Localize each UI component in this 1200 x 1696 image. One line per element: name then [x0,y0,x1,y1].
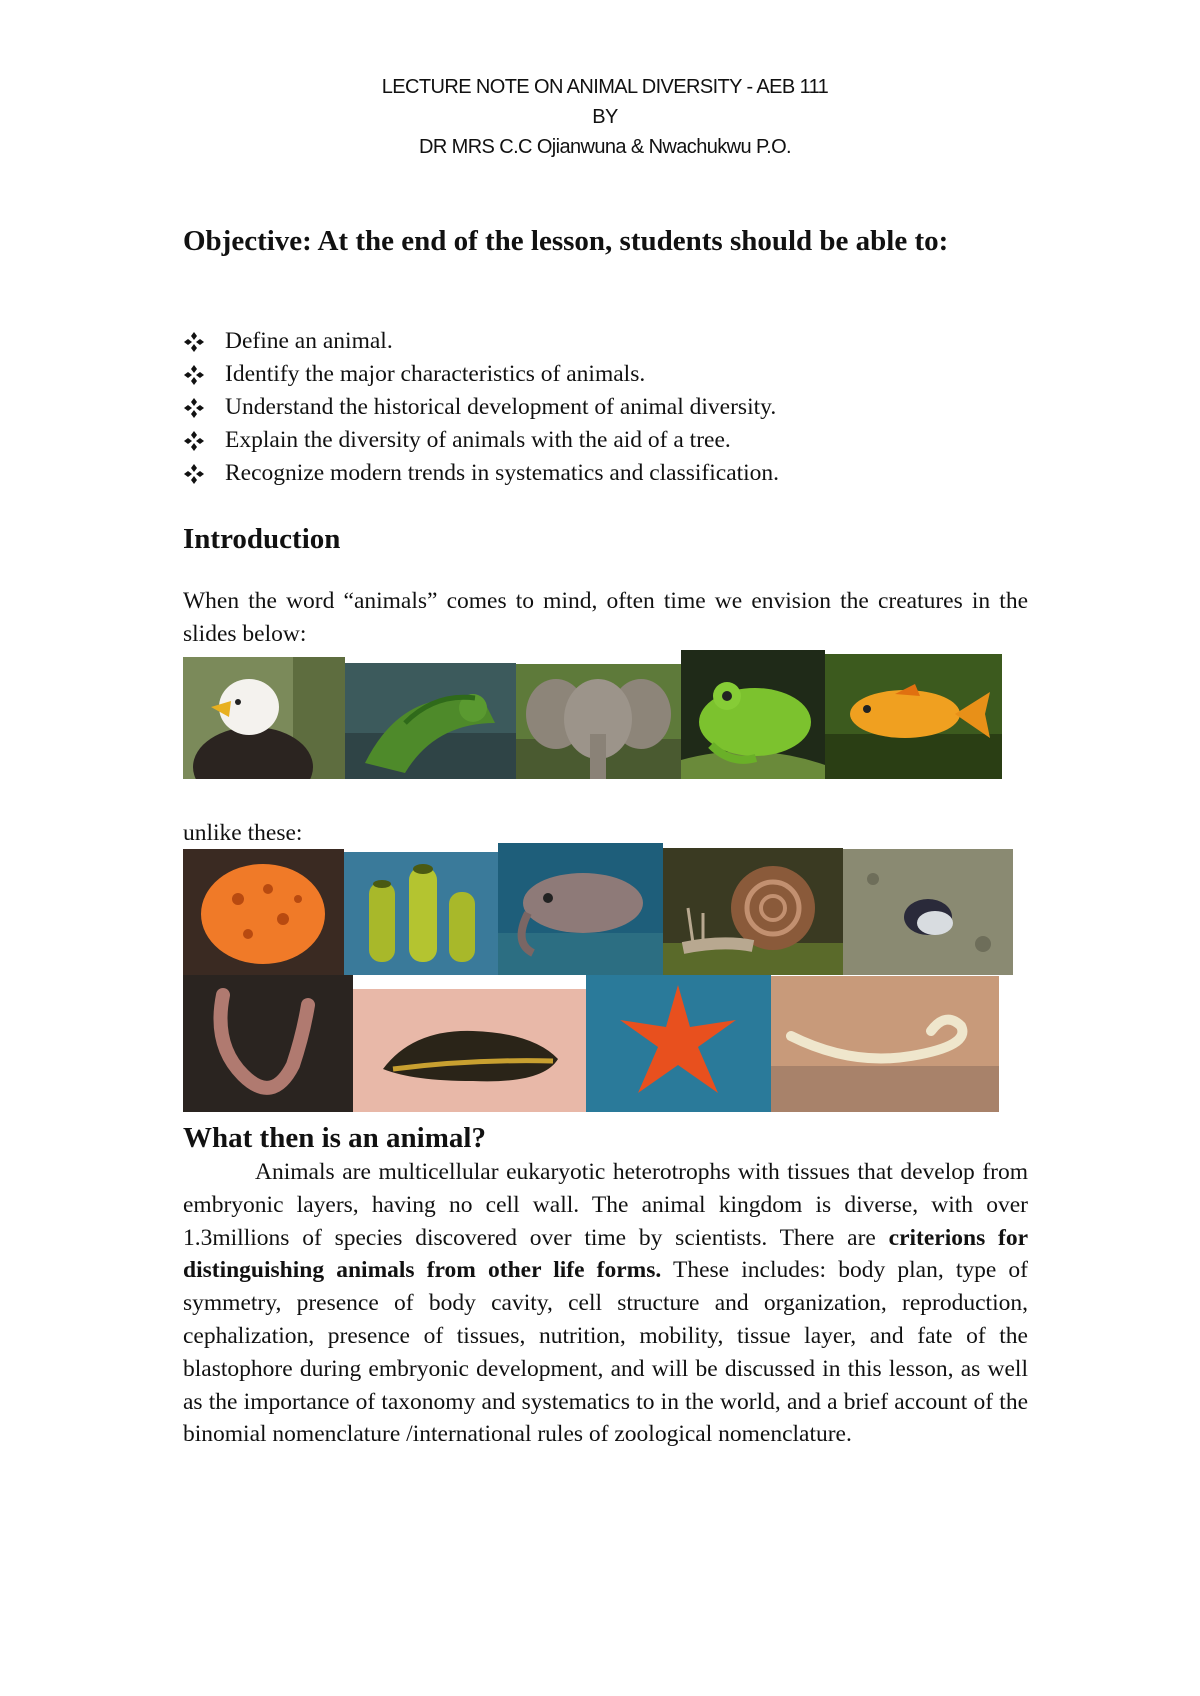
iguana-image [345,663,516,779]
frog-image [681,650,825,779]
starfish-image [586,975,771,1112]
sponge-image [183,849,344,975]
objective-heading: Objective: At the end of the lesson, students should be able to: [183,225,949,257]
definition-text-1: Animals are multicellular eukaryotic heterotrophs with tissues that develop from embryonic layers, having no cell wall. The animal kingdom is diverse, with over 1.3millions of species discovered over time by scientists. There are [183,1159,1028,1251]
objectives-list [183,325,1028,490]
introduction-text: When the word “animals” comes to mind, often time we envision the creatures in the slides below: [183,588,1028,647]
nematode-image [771,976,999,1112]
cuttlefish-image [498,843,663,975]
diamond-bullet-icon [183,397,225,419]
document-header [0,72,1200,162]
header-title: LECTURE NOTE ON ANIMAL DIVERSITY - AEB 111 [381,76,829,98]
list-item [183,358,1028,391]
header-authors: DR MRS C.C Ojianwuna & Nwachukwu P.O. [418,136,791,158]
list-item [183,325,1028,358]
definition-heading: What then is an animal? [183,1122,486,1154]
diamond-bullet-icon [183,430,225,452]
objective-text: Understand the historical development of animal diversity. [225,394,777,420]
list-item [183,391,1028,424]
leech-image [353,989,586,1112]
definition-bold-text: criterions for distinguishing animals from other life forms. [183,1224,1029,1284]
objective-text: Explain the diversity of animals with the aid of a tree. [225,427,731,453]
diamond-bullet-icon [183,364,225,386]
eagle-image [183,657,345,779]
earthworm-image [183,975,353,1112]
unlike-text: unlike these: [183,820,303,846]
clam-image [843,849,1013,975]
tube-sponge-image [344,852,498,975]
fish-image [825,654,1002,779]
diamond-bullet-icon [183,331,225,353]
objective-text: Recognize modern trends in systematics and classification. [225,460,780,486]
header-by: BY [592,106,618,128]
definition-text-2: These includes: body plan, type of symmetry, presence of body cavity, cell structure and organization, reproduction, cephalization, presence of tissues, nutrition, mobility, tissue layer, and fate of the blastophore during embryonic development, and will be discussed in this lesson, as well as the importance of taxonomy and systematics to in the world, and a brief account of the binomial nomenclature /international rules of zoological nomenclature. [183,1257,1028,1448]
snail-image [663,848,843,975]
objective-text: Identify the major characteristics of animals. [225,361,646,387]
introduction-heading: Introduction [183,523,341,555]
list-item [183,457,1028,490]
diamond-bullet-icon [183,463,225,485]
list-item [183,424,1028,457]
objective-text: Define an animal. [225,328,393,354]
definition-paragraph [183,1156,1028,1451]
elephant-image [516,664,681,779]
